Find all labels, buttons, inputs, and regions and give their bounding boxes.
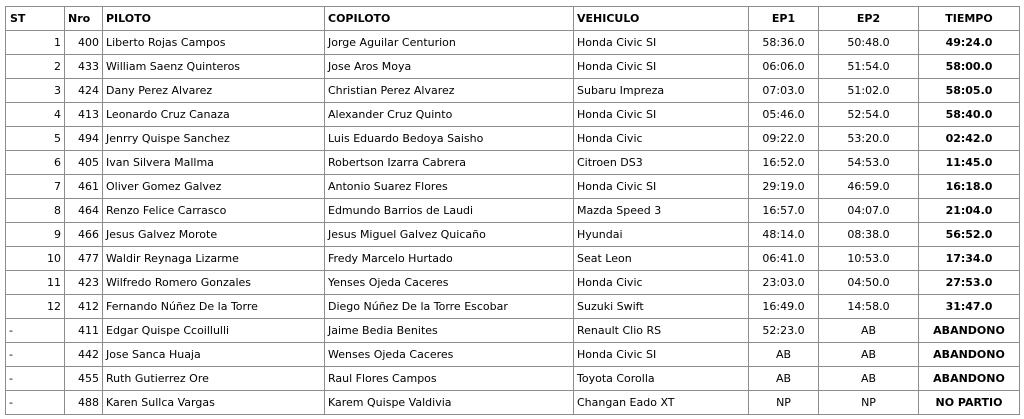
cell-piloto[interactable]: Wilfredo Romero Gonzales bbox=[103, 271, 325, 295]
cell-st[interactable]: 11 bbox=[6, 271, 65, 295]
cell-piloto[interactable]: Karen Sullca Vargas bbox=[103, 391, 325, 415]
cell-ep2[interactable]: AB bbox=[819, 343, 919, 367]
cell-st[interactable]: 3 bbox=[6, 79, 65, 103]
cell-vehiculo[interactable]: Hyundai bbox=[574, 223, 749, 247]
cell-piloto[interactable]: William Saenz Quinteros bbox=[103, 55, 325, 79]
cell-vehiculo[interactable]: Renault Clio RS bbox=[574, 319, 749, 343]
cell-nro[interactable]: 461 bbox=[65, 175, 103, 199]
cell-tiempo[interactable]: 58:05.0 bbox=[919, 79, 1020, 103]
cell-piloto[interactable]: Oliver Gomez Galvez bbox=[103, 175, 325, 199]
cell-copiloto[interactable]: Edmundo Barrios de Laudi bbox=[325, 199, 574, 223]
cell-ep1[interactable]: 52:23.0 bbox=[749, 319, 819, 343]
cell-vehiculo[interactable]: Honda Civic SI bbox=[574, 175, 749, 199]
table-row bbox=[6, 271, 1020, 295]
cell-ep1[interactable]: 06:06.0 bbox=[749, 55, 819, 79]
table-row bbox=[6, 295, 1020, 319]
cell-nro[interactable]: 433 bbox=[65, 55, 103, 79]
cell-vehiculo[interactable]: Seat Leon bbox=[574, 247, 749, 271]
cell-nro[interactable]: 464 bbox=[65, 199, 103, 223]
cell-nro[interactable]: 494 bbox=[65, 127, 103, 151]
cell-copiloto[interactable]: Fredy Marcelo Hurtado bbox=[325, 247, 574, 271]
table-row bbox=[6, 55, 1020, 79]
header-row bbox=[6, 7, 1020, 31]
cell-tiempo[interactable]: 31:47.0 bbox=[919, 295, 1020, 319]
header-nro[interactable]: Nro bbox=[65, 7, 103, 31]
cell-copiloto[interactable]: Antonio Suarez Flores bbox=[325, 175, 574, 199]
cell-ep2[interactable]: 08:38.0 bbox=[819, 223, 919, 247]
results-table bbox=[5, 6, 1020, 415]
cell-ep1[interactable]: AB bbox=[749, 367, 819, 391]
cell-tiempo[interactable]: 56:52.0 bbox=[919, 223, 1020, 247]
cell-st[interactable]: 8 bbox=[6, 199, 65, 223]
table-row bbox=[6, 127, 1020, 151]
cell-copiloto[interactable]: Jesus Miguel Galvez Quicaño bbox=[325, 223, 574, 247]
table-row bbox=[6, 247, 1020, 271]
cell-tiempo[interactable]: 02:42.0 bbox=[919, 127, 1020, 151]
table-row bbox=[6, 391, 1020, 415]
cell-ep2[interactable]: 04:07.0 bbox=[819, 199, 919, 223]
cell-ep1[interactable]: 06:41.0 bbox=[749, 247, 819, 271]
cell-ep2[interactable]: 04:50.0 bbox=[819, 271, 919, 295]
cell-st[interactable]: 7 bbox=[6, 175, 65, 199]
cell-copiloto[interactable]: Luis Eduardo Bedoya Saisho bbox=[325, 127, 574, 151]
cell-tiempo[interactable]: 58:00.0 bbox=[919, 55, 1020, 79]
cell-piloto[interactable]: Leonardo Cruz Canaza bbox=[103, 103, 325, 127]
cell-ep2[interactable]: 52:54.0 bbox=[819, 103, 919, 127]
cell-st[interactable]: 5 bbox=[6, 127, 65, 151]
cell-vehiculo[interactable]: Suzuki Swift bbox=[574, 295, 749, 319]
cell-copiloto[interactable]: Jorge Aguilar Centurion bbox=[325, 31, 574, 55]
header-ep2[interactable]: EP2 bbox=[819, 7, 919, 31]
cell-st[interactable]: - bbox=[6, 367, 65, 391]
cell-piloto[interactable]: Ivan Silvera Mallma bbox=[103, 151, 325, 175]
cell-vehiculo[interactable]: Honda Civic SI bbox=[574, 343, 749, 367]
cell-st[interactable]: 6 bbox=[6, 151, 65, 175]
cell-st[interactable]: 4 bbox=[6, 103, 65, 127]
cell-piloto[interactable]: Jesus Galvez Morote bbox=[103, 223, 325, 247]
header-copiloto[interactable]: COPILOTO bbox=[325, 7, 574, 31]
cell-nro[interactable]: 400 bbox=[65, 31, 103, 55]
cell-copiloto[interactable]: Yenses Ojeda Caceres bbox=[325, 271, 574, 295]
cell-vehiculo[interactable]: Honda Civic SI bbox=[574, 103, 749, 127]
cell-copiloto[interactable]: Wenses Ojeda Caceres bbox=[325, 343, 574, 367]
cell-st[interactable]: 12 bbox=[6, 295, 65, 319]
cell-copiloto[interactable]: Raul Flores Campos bbox=[325, 367, 574, 391]
cell-copiloto[interactable]: Karem Quispe Valdivia bbox=[325, 391, 574, 415]
cell-vehiculo[interactable]: Honda Civic bbox=[574, 127, 749, 151]
header-st[interactable]: ST bbox=[6, 7, 65, 31]
cell-tiempo[interactable]: 58:40.0 bbox=[919, 103, 1020, 127]
cell-nro[interactable]: 405 bbox=[65, 151, 103, 175]
table-row bbox=[6, 223, 1020, 247]
header-tiempo[interactable]: TIEMPO bbox=[919, 7, 1020, 31]
table-row bbox=[6, 319, 1020, 343]
cell-tiempo[interactable]: 16:18.0 bbox=[919, 175, 1020, 199]
cell-piloto[interactable]: Edgar Quispe Ccoillulli bbox=[103, 319, 325, 343]
cell-tiempo[interactable]: 49:24.0 bbox=[919, 31, 1020, 55]
cell-copiloto[interactable]: Alexander Cruz Quinto bbox=[325, 103, 574, 127]
cell-nro[interactable]: 477 bbox=[65, 247, 103, 271]
cell-copiloto[interactable]: Christian Perez Alvarez bbox=[325, 79, 574, 103]
cell-ep2[interactable]: 50:48.0 bbox=[819, 31, 919, 55]
cell-ep1[interactable]: 05:46.0 bbox=[749, 103, 819, 127]
cell-copiloto[interactable]: Robertson Izarra Cabrera bbox=[325, 151, 574, 175]
cell-tiempo[interactable]: 21:04.0 bbox=[919, 199, 1020, 223]
cell-ep1[interactable]: 09:22.0 bbox=[749, 127, 819, 151]
cell-vehiculo[interactable]: Mazda Speed 3 bbox=[574, 199, 749, 223]
cell-ep2[interactable]: 51:54.0 bbox=[819, 55, 919, 79]
header-ep1[interactable]: EP1 bbox=[749, 7, 819, 31]
cell-nro[interactable]: 424 bbox=[65, 79, 103, 103]
cell-piloto[interactable]: Liberto Rojas Campos bbox=[103, 31, 325, 55]
cell-ep2[interactable]: 46:59.0 bbox=[819, 175, 919, 199]
cell-copiloto[interactable]: Diego Núñez De la Torre Escobar bbox=[325, 295, 574, 319]
cell-tiempo[interactable]: 27:53.0 bbox=[919, 271, 1020, 295]
cell-ep2[interactable]: 54:53.0 bbox=[819, 151, 919, 175]
cell-copiloto[interactable]: Jose Aros Moya bbox=[325, 55, 574, 79]
cell-st[interactable]: - bbox=[6, 343, 65, 367]
cell-nro[interactable]: 455 bbox=[65, 367, 103, 391]
cell-piloto[interactable]: Ruth Gutierrez Ore bbox=[103, 367, 325, 391]
header-piloto[interactable]: PILOTO bbox=[103, 7, 325, 31]
cell-tiempo[interactable]: ABANDONO bbox=[919, 343, 1020, 367]
cell-nro[interactable]: 412 bbox=[65, 295, 103, 319]
table-row bbox=[6, 103, 1020, 127]
cell-tiempo[interactable]: NO PARTIO bbox=[919, 391, 1020, 415]
table-row bbox=[6, 367, 1020, 391]
cell-tiempo[interactable]: ABANDONO bbox=[919, 367, 1020, 391]
cell-ep2[interactable]: 53:20.0 bbox=[819, 127, 919, 151]
cell-st[interactable]: - bbox=[6, 319, 65, 343]
cell-ep1[interactable]: 58:36.0 bbox=[749, 31, 819, 55]
table-row bbox=[6, 31, 1020, 55]
cell-ep1[interactable]: 48:14.0 bbox=[749, 223, 819, 247]
cell-vehiculo[interactable]: Subaru Impreza bbox=[574, 79, 749, 103]
cell-ep1[interactable]: 16:52.0 bbox=[749, 151, 819, 175]
cell-ep1[interactable]: 23:03.0 bbox=[749, 271, 819, 295]
cell-piloto[interactable]: Jose Sanca Huaja bbox=[103, 343, 325, 367]
cell-nro[interactable]: 411 bbox=[65, 319, 103, 343]
cell-st[interactable]: 10 bbox=[6, 247, 65, 271]
cell-st[interactable]: 2 bbox=[6, 55, 65, 79]
cell-vehiculo[interactable]: Honda Civic bbox=[574, 271, 749, 295]
cell-ep1[interactable]: 07:03.0 bbox=[749, 79, 819, 103]
cell-nro[interactable]: 442 bbox=[65, 343, 103, 367]
cell-ep1[interactable]: 16:57.0 bbox=[749, 199, 819, 223]
cell-st[interactable]: - bbox=[6, 391, 65, 415]
cell-ep1[interactable]: NP bbox=[749, 391, 819, 415]
cell-nro[interactable]: 423 bbox=[65, 271, 103, 295]
cell-vehiculo[interactable]: Toyota Corolla bbox=[574, 367, 749, 391]
cell-ep2[interactable]: AB bbox=[819, 367, 919, 391]
cell-piloto[interactable]: Renzo Felice Carrasco bbox=[103, 199, 325, 223]
cell-ep2[interactable]: 51:02.0 bbox=[819, 79, 919, 103]
cell-nro[interactable]: 466 bbox=[65, 223, 103, 247]
cell-ep1[interactable]: AB bbox=[749, 343, 819, 367]
cell-vehiculo[interactable]: Honda Civic SI bbox=[574, 55, 749, 79]
cell-st[interactable]: 9 bbox=[6, 223, 65, 247]
cell-ep2[interactable]: 10:53.0 bbox=[819, 247, 919, 271]
cell-piloto[interactable]: Dany Perez Alvarez bbox=[103, 79, 325, 103]
cell-tiempo[interactable]: ABANDONO bbox=[919, 319, 1020, 343]
cell-piloto[interactable]: Fernando Núñez De la Torre bbox=[103, 295, 325, 319]
cell-vehiculo[interactable]: Citroen DS3 bbox=[574, 151, 749, 175]
cell-vehiculo[interactable]: Honda Civic SI bbox=[574, 31, 749, 55]
cell-nro[interactable]: 413 bbox=[65, 103, 103, 127]
table-row bbox=[6, 151, 1020, 175]
cell-vehiculo[interactable]: Changan Eado XT bbox=[574, 391, 749, 415]
cell-ep2[interactable]: NP bbox=[819, 391, 919, 415]
table-row bbox=[6, 175, 1020, 199]
table-row bbox=[6, 199, 1020, 223]
cell-st[interactable]: 1 bbox=[6, 31, 65, 55]
cell-piloto[interactable]: Waldir Reynaga Lizarme bbox=[103, 247, 325, 271]
header-vehiculo[interactable]: VEHICULO bbox=[574, 7, 749, 31]
table-row bbox=[6, 79, 1020, 103]
cell-piloto[interactable]: Jenrry Quispe Sanchez bbox=[103, 127, 325, 151]
cell-ep1[interactable]: 16:49.0 bbox=[749, 295, 819, 319]
cell-copiloto[interactable]: Jaime Bedia Benites bbox=[325, 319, 574, 343]
cell-ep2[interactable]: 14:58.0 bbox=[819, 295, 919, 319]
cell-nro[interactable]: 488 bbox=[65, 391, 103, 415]
cell-ep1[interactable]: 29:19.0 bbox=[749, 175, 819, 199]
cell-tiempo[interactable]: 17:34.0 bbox=[919, 247, 1020, 271]
cell-ep2[interactable]: AB bbox=[819, 319, 919, 343]
table-row bbox=[6, 343, 1020, 367]
cell-tiempo[interactable]: 11:45.0 bbox=[919, 151, 1020, 175]
